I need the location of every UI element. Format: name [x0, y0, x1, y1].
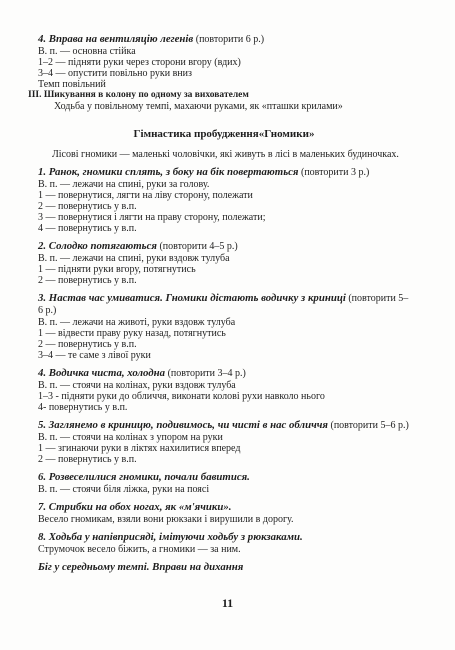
exercise-block [38, 501, 410, 525]
exercise-heading [38, 240, 410, 253]
instruction-line: В. п. — стоячи біля ліжка, руки на поясі [38, 484, 210, 495]
instruction-line: 2 — повернутись у в.п. [38, 339, 137, 350]
exercise-title: 1. Ранок, гномики сплять, з боку на бік повертаються [38, 166, 299, 178]
instruction-line: В. п. — основна стійка [38, 46, 136, 57]
instruction-line: В. п. — лежачи на спині, руки за голову. [38, 179, 210, 190]
repeat-note: (повторити 4–5 р.) [159, 241, 238, 252]
exercise-heading [38, 292, 410, 317]
instruction-line: 1 — відвести праву руку назад, потягнутись [38, 328, 226, 339]
exercise-title: 4. Вправа на вентиляцію легенів [38, 33, 194, 45]
page-number: 11 [221, 596, 234, 610]
instruction-line: 4- повернутись у в.п. [38, 402, 128, 413]
instruction-line: 2 — повернутись у в.п. [38, 454, 137, 465]
repeat-note: (повторити 5–6 р.) [330, 420, 409, 431]
instruction-line: 1 — згинаючи руки в ліктях нахилитися вперед [38, 443, 241, 454]
gymnastics-section [38, 128, 410, 573]
exercise-title: 3. Настав час умиватися. Гномики дістають водичку з криниці [38, 292, 346, 304]
repeat-note: (повторити 3–4 р.) [167, 368, 246, 379]
instruction-line: 1 — повернутися, лягти на ліву сторону, полежати [38, 190, 253, 201]
instruction-line: 4 — повернутись у в.п. [38, 223, 137, 234]
closing-exercise-title: Біг у середньому темпі. Вправи на дихання [38, 561, 244, 573]
instruction-line: В. п. — лежачи на животі, руки вздовж тулуба [38, 317, 236, 328]
exercise-block [38, 292, 410, 361]
exercise-heading [38, 501, 410, 514]
exercise-title: 6. Розвеселилися гномики, почали бавитися. [38, 471, 250, 483]
exercise-heading [38, 166, 410, 179]
exercise-block [38, 367, 410, 413]
exercise-title: 4. Водичка чиста, холодна [38, 367, 166, 379]
instruction-line: 1–2 — підняти руки через сторони вгору (вдих) [38, 57, 241, 68]
section-heading: III. Шикування в колону по одному за вихователем [28, 90, 249, 100]
instruction-line: В. п. — лежачи на спині, руки вздовж тулуба [38, 253, 230, 264]
exercise-block [38, 166, 410, 234]
section-text: Ходьба у повільному темпі, махаючи руками, як «пташки крилами» [54, 101, 343, 112]
instruction-line: 3–4 — те саме з лівої руки [38, 350, 151, 361]
section-iii [28, 90, 410, 112]
exercise-block [38, 419, 410, 465]
exercise-block [38, 471, 410, 495]
repeat-note: (повторити 5–6 р.) [38, 293, 409, 316]
exercise-block [38, 240, 410, 286]
exercise-block [38, 531, 410, 555]
exercise-title: 7. Стрибки на обох ногах, як «м'ячики». [38, 501, 232, 513]
exercise-title: 5. Заглянемо в криницю, подивимось, чи чисті в нас обличчя [38, 419, 328, 431]
exercise-heading [38, 419, 410, 432]
instruction-line: 1 — підняти руки вгору, потягнутись [38, 264, 196, 275]
instruction-line: 3–4 — опустити повільно руки вниз [38, 68, 192, 79]
instruction-line: 2 — повернутись у в.п. [38, 275, 137, 286]
instruction-line: 3 — повернутися і лягти на праву сторону, полежати; [38, 212, 266, 223]
intro-paragraph: Лісові гномики — маленькі чоловічки, які живуть в лісі в маленьких будиночках. [52, 149, 399, 160]
instruction-line: В. п. — стоячи на колінах, руки вздовж тулуба [38, 380, 236, 391]
exercise-heading [38, 471, 410, 484]
exercise-title: 2. Солодко потягаються [38, 240, 157, 252]
exercise-heading [38, 531, 410, 544]
repeat-note: (повторити 6 р.) [195, 34, 265, 45]
exercise-title: 8. Ходьба у напівприсяді, імітуючи ходьбу з рюкзаками. [38, 531, 303, 543]
instruction-line: 2 — повернутись у в.п. [38, 201, 137, 212]
instruction-line: Темп повільний [38, 79, 106, 90]
exercise-heading [38, 33, 410, 46]
instruction-line: 1–3 - підняти руки до обличчя, виконати колові рухи навколо нього [38, 391, 325, 402]
ventilation-exercise [38, 33, 410, 90]
instruction-line: Весело гномикам, взяли вони рюкзаки і вирушили в дорогу. [38, 514, 294, 525]
instruction-line: Струмочок весело біжить, а гномики — за ним. [38, 544, 241, 555]
repeat-note: (повторити 3 р.) [301, 167, 370, 178]
section-title: Гімнастика пробудження«Гномики» [133, 128, 315, 140]
instruction-line: В. п. — стоячи на колінах з упором на руки [38, 432, 223, 443]
exercise-heading [38, 367, 410, 380]
document-page [28, 33, 410, 573]
